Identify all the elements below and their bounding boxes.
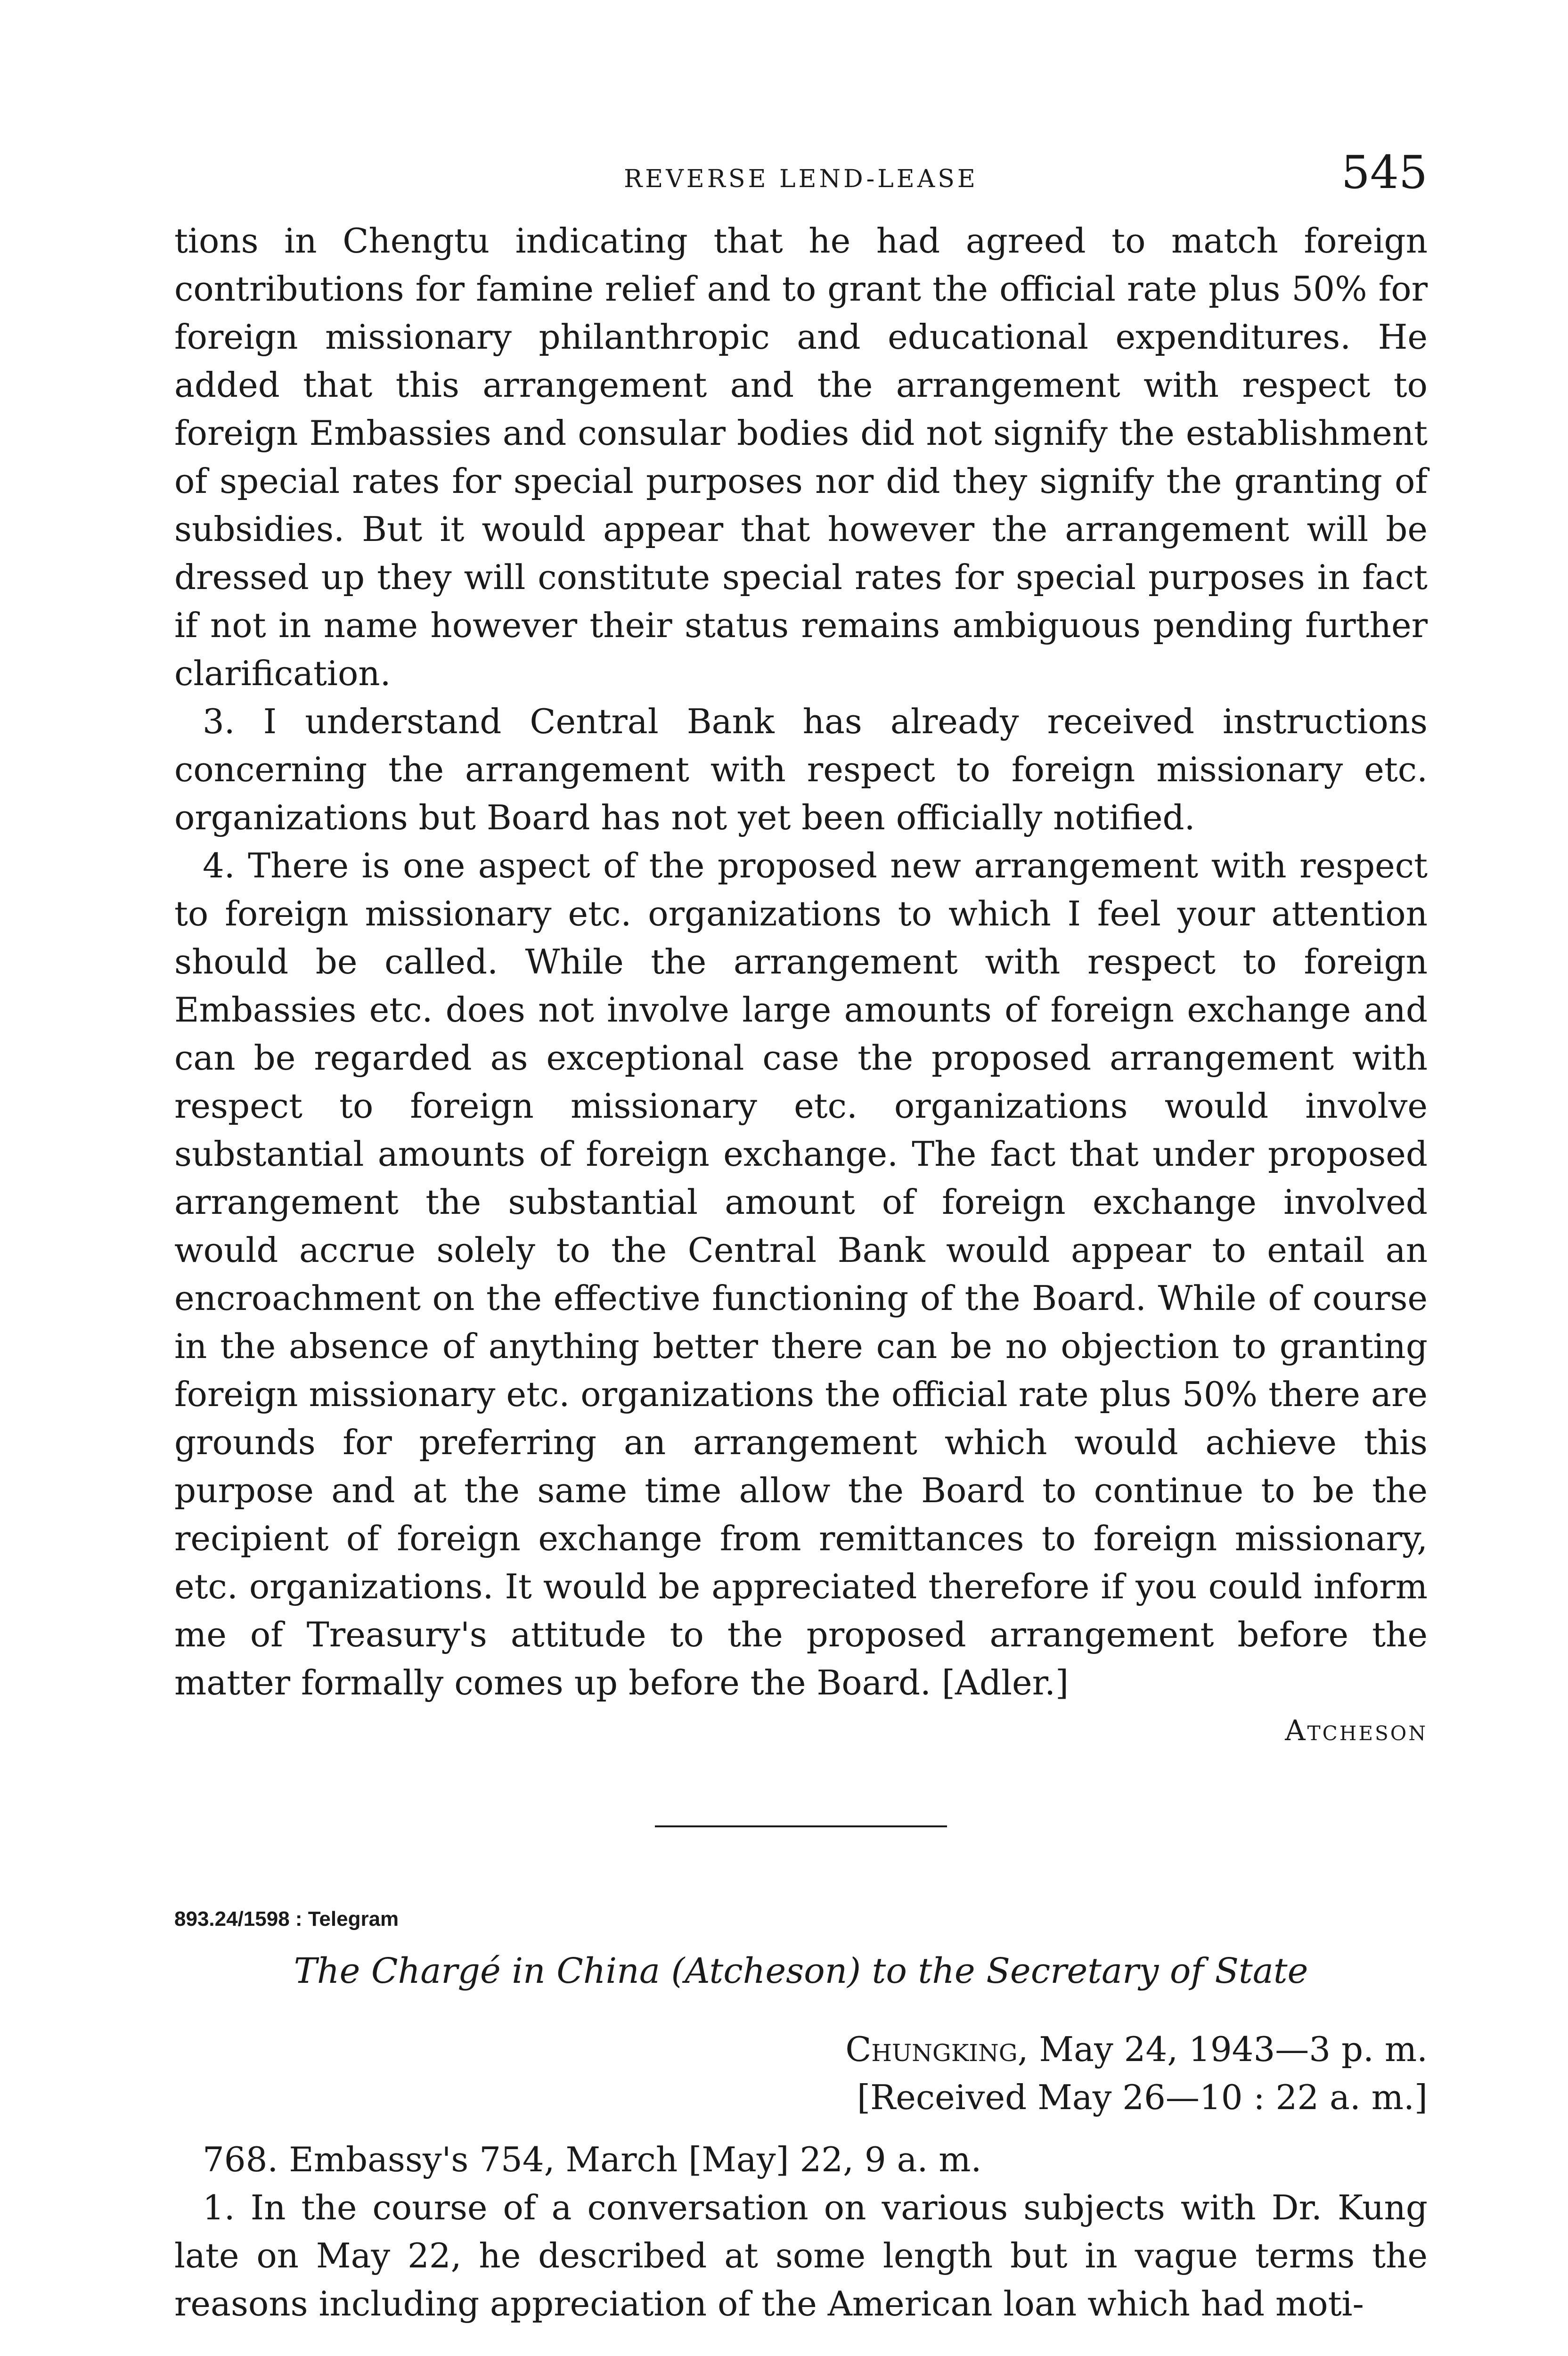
signature: Atcheson [1285,1714,1428,1747]
paragraph-4: 4. There is one aspect of the proposed new arrangement with respect to foreign missionary etc. organizations to which I feel your attention should be called. While the arrangement with respect to foreign Embassies etc. does not involve large amounts of foreign exchange and can be regarded as exceptional case the proposed arrangement with respect to foreign missionary etc. organizations would involve substantial amounts of foreign exchange. The fact that under proposed arrangement the substantial amount of foreign exchange involved would accrue solely to the Central Bank would appear to entail an encroachment on the effective functioning of the Board. While of course in the absence of anything better there can be no objection to granting foreign missionary etc. organizations the official rate plus 50% there are grounds for preferring an arrangement which would achieve this purpose and at the same time allow the Board to continue to be the recipient of foreign exchange from remittances to foreign missionary, etc. organizations. It would be appreciated therefore if you could inform me of Treasury's attitude to the proposed arrangement before the matter formally comes up before the Board. [Adler.] [174,846,1428,1702]
running-title: REVERSE LEND-LEASE [624,165,978,193]
dateline-date: May 24, 1943—3 p. m. [1028,2029,1428,2069]
continued-paragraph: tions in Chengtu indicating that he had agreed to match foreign contributions for famine relief and to grant the official rate plus 50% for foreign missionary philanthropic and educational expenditures. He added that this arrangement and the arrangement with respect to foreign Embassies and consular bodies did not signify the establishment of special rates for special purposes nor did they signify the granting of subsidies. But it would appear that however the arrangement will be dressed up they will constitute special rates for special purposes in fact if not in name however their status remains ambiguous pending further clarification. [174,221,1428,693]
section-divider [655,1825,947,1827]
dateline [174,2025,1428,2073]
reference-line: 768. Embassy's 754, March [May] 22, 9 a. m. [203,2140,982,2179]
document-page [174,141,1428,2356]
file-reference: 893.24/1598 : Telegram [174,1907,399,1931]
telegram-paragraph-1: 1. In the course of a conversation on various subjects with Dr. Kung late on May 22, he described at some length but in vague terms the reasons including appreciation of the American loan which had moti- [174,2188,1428,2323]
page-number: 545 [1341,146,1428,199]
paragraph-3: 3. I understand Central Bank has already received instructions concerning the arrangement with respect to foreign missionary etc. organizations but Board has not yet been officially notified. [174,702,1428,837]
dateline-place: Chungking, [845,2029,1029,2069]
running-header [174,141,1428,217]
document-title: The Chargé in China (Atcheson) to the Secretary of State [294,1951,1308,1991]
received-line: [Received May 26—10 : 22 a. m.] [857,2078,1428,2117]
